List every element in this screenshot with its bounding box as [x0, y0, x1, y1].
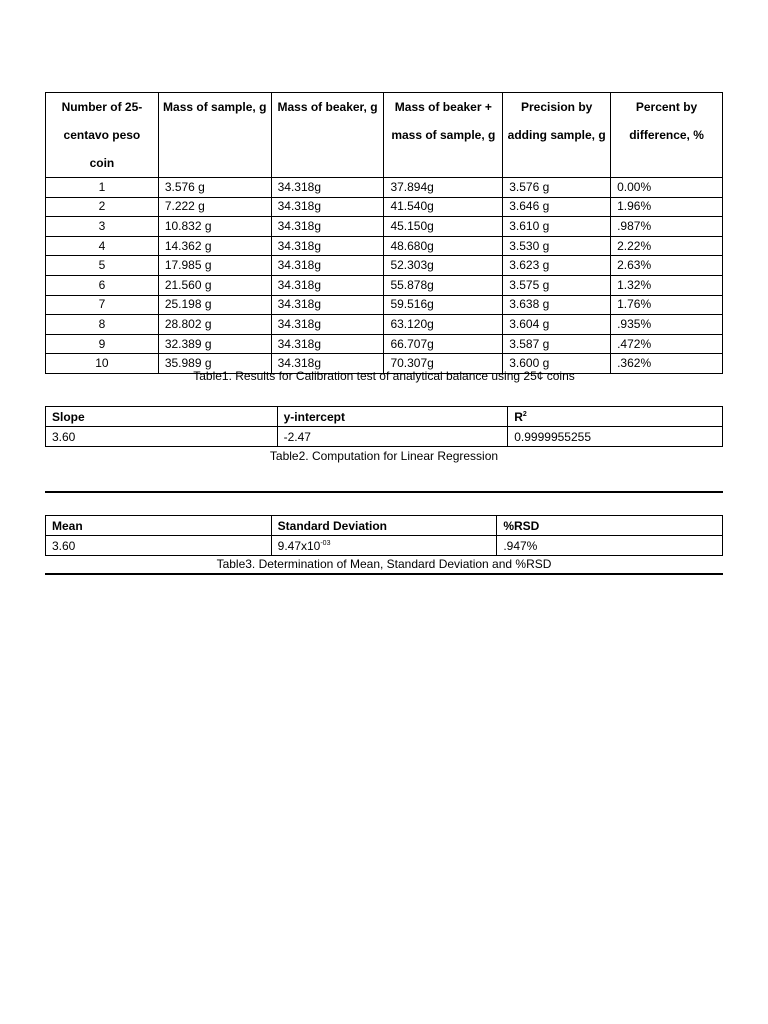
mass-sample-cell: 35.989 g [158, 354, 271, 374]
coin-number-cell: 2 [46, 197, 159, 217]
rsd-value: .947% [497, 536, 723, 556]
coin-number-cell: 4 [46, 236, 159, 256]
precision-cell: 3.646 g [503, 197, 611, 217]
coin-number-cell: 1 [46, 178, 159, 198]
mass-beaker-cell: 34.318g [271, 295, 384, 315]
coin-number-cell: 7 [46, 295, 159, 315]
mass-beaker-cell: 34.318g [271, 334, 384, 354]
mass-sample-cell: 10.832 g [158, 217, 271, 237]
header-mass-beaker: Mass of beaker, g [271, 93, 384, 178]
table1-caption: Table1. Results for Calibration test of analytical balance using 25¢ coins [193, 369, 575, 383]
mass-beaker-cell: 34.318g [271, 197, 384, 217]
mass-sample-cell: 7.222 g [158, 197, 271, 217]
statistics-table [45, 515, 723, 556]
table-header-row [46, 407, 723, 427]
mass-beaker-cell: 34.318g [271, 236, 384, 256]
mass-beaker-cell: 34.318g [271, 354, 384, 374]
mass-beaker-cell: 34.318g [271, 217, 384, 237]
mass-sample-cell: 17.985 g [158, 256, 271, 276]
percent-difference-cell: .362% [611, 354, 723, 374]
table2-caption: Table2. Computation for Linear Regression [269, 449, 499, 463]
precision-cell: 3.530 g [503, 236, 611, 256]
header-standard-deviation: Standard Deviation [271, 516, 497, 536]
mass-sample-cell: 25.198 g [158, 295, 271, 315]
header-precision: Precision by adding sample, g [503, 93, 611, 178]
table-row [46, 256, 723, 276]
divider [45, 491, 723, 493]
coin-number-cell: 3 [46, 217, 159, 237]
divider [45, 573, 723, 575]
percent-difference-cell: 2.63% [611, 256, 723, 276]
coin-number-cell: 10 [46, 354, 159, 374]
percent-difference-cell: .935% [611, 315, 723, 335]
percent-difference-cell: .472% [611, 334, 723, 354]
header-mean: Mean [46, 516, 272, 536]
mass-total-cell: 70.307g [384, 354, 503, 374]
mass-total-cell: 63.120g [384, 315, 503, 335]
precision-cell: 3.587 g [503, 334, 611, 354]
mass-sample-cell: 3.576 g [158, 178, 271, 198]
precision-cell: 3.576 g [503, 178, 611, 198]
header-percent-difference: Percent by difference, % [611, 93, 723, 178]
coin-number-cell: 5 [46, 256, 159, 276]
precision-cell: 3.604 g [503, 315, 611, 335]
table-row [46, 334, 723, 354]
table-row [46, 295, 723, 315]
table-header-row [46, 516, 723, 536]
mass-sample-cell: 21.560 g [158, 275, 271, 295]
precision-cell: 3.600 g [503, 354, 611, 374]
mass-sample-cell: 28.802 g [158, 315, 271, 335]
sd-exponent: -03 [320, 539, 331, 547]
table3-caption: Table3. Determination of Mean, Standard Deviation and %RSD [216, 557, 552, 571]
percent-difference-cell: 2.22% [611, 236, 723, 256]
header-y-intercept: y-intercept [277, 407, 508, 427]
percent-difference-cell: .987% [611, 217, 723, 237]
mass-beaker-cell: 34.318g [271, 178, 384, 198]
table-row [46, 178, 723, 198]
sd-base: 9.47x10 [277, 538, 321, 553]
mass-sample-cell: 32.389 g [158, 334, 271, 354]
header-mass-beaker-plus-sample: Mass of beaker + mass of sample, g [384, 93, 503, 178]
coin-number-cell: 6 [46, 275, 159, 295]
percent-difference-cell: 0.00% [611, 178, 723, 198]
percent-difference-cell: 1.76% [611, 295, 723, 315]
precision-cell: 3.638 g [503, 295, 611, 315]
header-mass-sample: Mass of sample, g [158, 93, 271, 178]
r-squared-base: R [514, 409, 523, 424]
mass-beaker-cell: 34.318g [271, 256, 384, 276]
mass-total-cell: 52.303g [384, 256, 503, 276]
mass-total-cell: 66.707g [384, 334, 503, 354]
header-slope: Slope [46, 407, 278, 427]
table-row [46, 536, 723, 556]
r-squared-superscript: 2 [522, 410, 527, 418]
mass-total-cell: 45.150g [384, 217, 503, 237]
mass-total-cell: 37.894g [384, 178, 503, 198]
slope-value: 3.60 [46, 427, 278, 447]
table-row [46, 427, 723, 447]
table-row [46, 315, 723, 335]
header-rsd: %RSD [497, 516, 723, 536]
coin-number-cell: 8 [46, 315, 159, 335]
mass-sample-cell: 14.362 g [158, 236, 271, 256]
table-row [46, 275, 723, 295]
percent-difference-cell: 1.96% [611, 197, 723, 217]
mass-total-cell: 41.540g [384, 197, 503, 217]
table-row [46, 236, 723, 256]
percent-difference-cell: 1.32% [611, 275, 723, 295]
mass-beaker-cell: 34.318g [271, 275, 384, 295]
header-r-squared [508, 407, 723, 427]
r-squared-value: 0.9999955255 [508, 427, 723, 447]
table-header-row [46, 93, 723, 178]
linear-regression-table [45, 406, 723, 447]
table-row [46, 217, 723, 237]
calibration-results-table [45, 92, 723, 374]
mass-beaker-cell: 34.318g [271, 315, 384, 335]
precision-cell: 3.610 g [503, 217, 611, 237]
mass-total-cell: 55.878g [384, 275, 503, 295]
header-coin-number: Number of 25-centavo peso coin [46, 93, 159, 178]
mass-total-cell: 48.680g [384, 236, 503, 256]
table-row [46, 197, 723, 217]
mass-total-cell: 59.516g [384, 295, 503, 315]
precision-cell: 3.575 g [503, 275, 611, 295]
standard-deviation-value [271, 536, 497, 556]
y-intercept-value: -2.47 [277, 427, 508, 447]
mean-value: 3.60 [46, 536, 272, 556]
coin-number-cell: 9 [46, 334, 159, 354]
precision-cell: 3.623 g [503, 256, 611, 276]
